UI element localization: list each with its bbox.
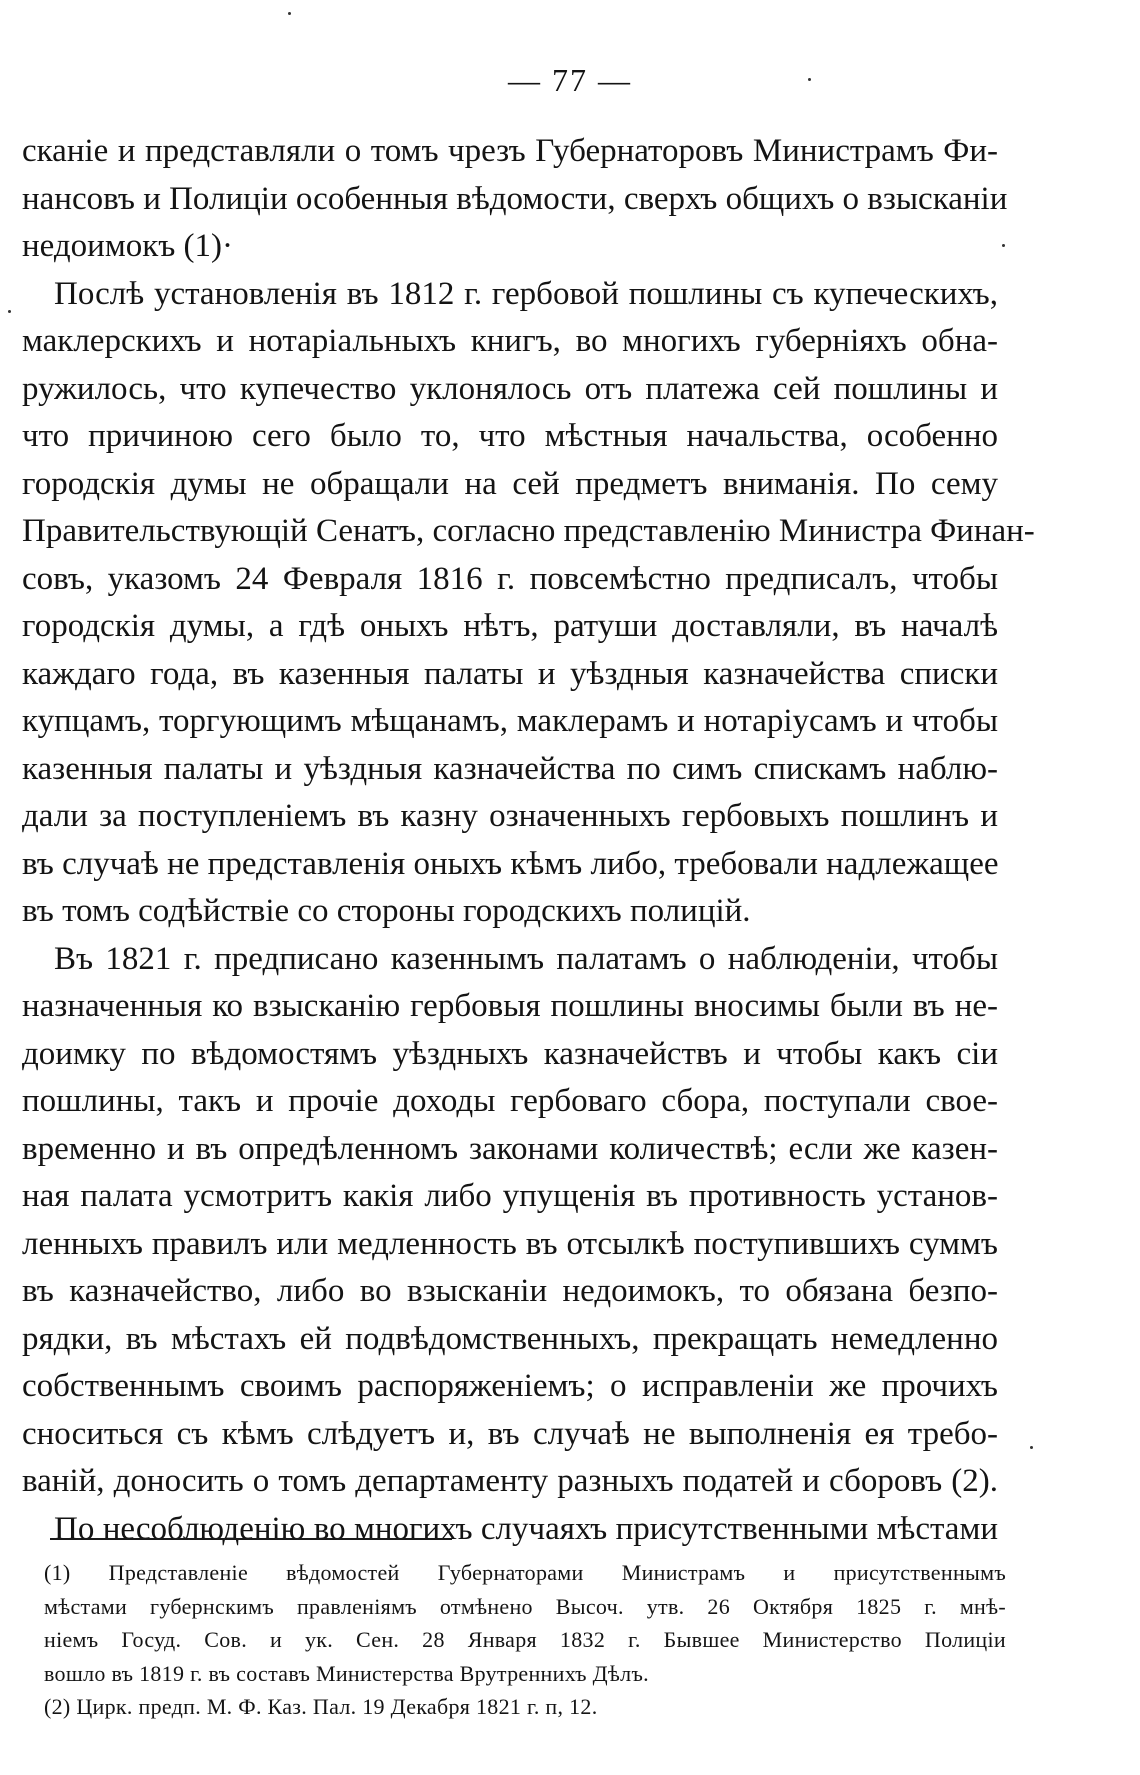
text-line: рядки, въ мѣстахъ ей подвѣдомственныхъ, прекращать немедленно — [22, 1320, 998, 1357]
text-line: недоимокъ (1)· — [22, 228, 234, 264]
print-speck — [288, 12, 291, 15]
footnote-separator — [50, 1538, 452, 1540]
text-line: дали за поступленіемъ въ казну означенныхъ гербовыхъ пошлинъ и — [22, 798, 998, 834]
body-text — [22, 128, 1035, 1553]
text-line: ваній, доносить о томъ департаменту разныхъ податей и сборовъ (2). — [22, 1463, 998, 1499]
footnote-line: ніемъ Госуд. Сов. и ук. Сен. 28 Января 1832 г. Бывшее Министерство Полиціи — [44, 1627, 1006, 1652]
text-line: сканіе и представляли о томъ чрезъ Губернаторовъ Министрамъ Фи- — [22, 133, 998, 169]
footnotes — [44, 1556, 1006, 1724]
print-speck — [1030, 1446, 1033, 1449]
footnote-line: (1) Представленіе вѣдомостей Губернаторами Министрамъ и присутственнымъ — [44, 1560, 1006, 1585]
text-line: нансовъ и Полиціи особенныя вѣдомости, сверхъ общихъ о взысканіи — [22, 180, 1008, 217]
text-line: ленныхъ правилъ или медленность въ отсылкѣ поступившихъ суммъ — [22, 1225, 998, 1262]
text-line: казенныя палаты и уѣздныя казначейства по симъ спискамъ наблю- — [22, 750, 998, 787]
text-line: ная палата усмотритъ какія либо упущенія въ противность установ- — [22, 1178, 998, 1214]
text-line: купцамъ, торгующимъ мѣщанамъ, маклерамъ и нотаріусамъ и чтобы — [22, 703, 998, 739]
text-line: Правительствующій Сенатъ, согласно представленію Министра Финан- — [22, 513, 1035, 549]
text-line: совъ, указомъ 24 Февраля 1816 г. повсемѣстно предписалъ, чтобы — [22, 560, 998, 597]
print-speck — [1002, 244, 1005, 247]
footnote-line: мѣстами губернскимъ правленіямъ отмѣнено Высоч. утв. 26 Октября 1825 г. мнѣ- — [44, 1593, 1006, 1619]
paragraph-start-line: По несоблюденію во многихъ случаяхъ присутственными мѣстами — [54, 1510, 998, 1547]
paragraph-start-line: Послѣ установленія въ 1812 г. гербовой пошлины съ купеческихъ, — [54, 275, 998, 312]
text-line: собственнымъ своимъ распоряженіемъ; о исправленіи же прочихъ — [22, 1368, 998, 1404]
text-line: доимку по вѣдомостямъ уѣздныхъ казначействъ и чтобы какъ сіи — [22, 1035, 998, 1072]
text-line: въ томъ содѣйствіе со стороны городскихъ полицій. — [22, 893, 751, 929]
text-line: въ казначейство, либо во взысканіи недоимокъ, то обязана безпо- — [22, 1273, 998, 1309]
text-line: ружилось, что купечество уклонялось отъ платежа сей пошлины и — [22, 370, 998, 407]
print-speck — [808, 78, 811, 81]
footnote-line: (2) Цирк. предп. М. Ф. Каз. Пал. 19 Декабря 1821 г. п, 12. — [44, 1694, 598, 1719]
print-speck — [8, 310, 11, 313]
text-line: назначенныя ко взысканію гербовыя пошлины вносимы были въ не- — [22, 988, 998, 1024]
text-line: маклерскихъ и нотаріальныхъ книгъ, во многихъ губерніяхъ обна- — [22, 323, 998, 359]
text-line: что причиною сего было то, что мѣстныя начальства, особенно — [22, 418, 998, 454]
text-line: временно и въ опредѣленномъ законами количествѣ; если же казен- — [22, 1130, 998, 1167]
text-line: городскія думы не обращали на сей предметъ вниманія. По сему — [22, 465, 998, 502]
text-line: каждаго года, въ казенныя палаты и уѣздныя казначейства списки — [22, 655, 998, 692]
text-line: пошлины, такъ и прочіе доходы гербоваго сбора, поступали свое- — [22, 1083, 998, 1119]
text-line: въ случаѣ не представленія оныхъ кѣмъ либо, требовали надлежащее — [22, 845, 999, 882]
paragraph-start-line: Въ 1821 г. предписано казеннымъ палатамъ о наблюденіи, чтобы — [54, 940, 998, 977]
page-number: — 77 — — [508, 62, 632, 98]
text-line: сноситься съ кѣмъ слѣдуетъ и, въ случаѣ не выполненія ея требо- — [22, 1415, 998, 1452]
text-line: городскія думы, а гдѣ оныхъ нѣтъ, ратуши доставляли, въ началѣ — [22, 608, 998, 644]
footnote-line: вошло въ 1819 г. въ составъ Министерства Врутреннихъ Дѣлъ. — [44, 1660, 649, 1686]
